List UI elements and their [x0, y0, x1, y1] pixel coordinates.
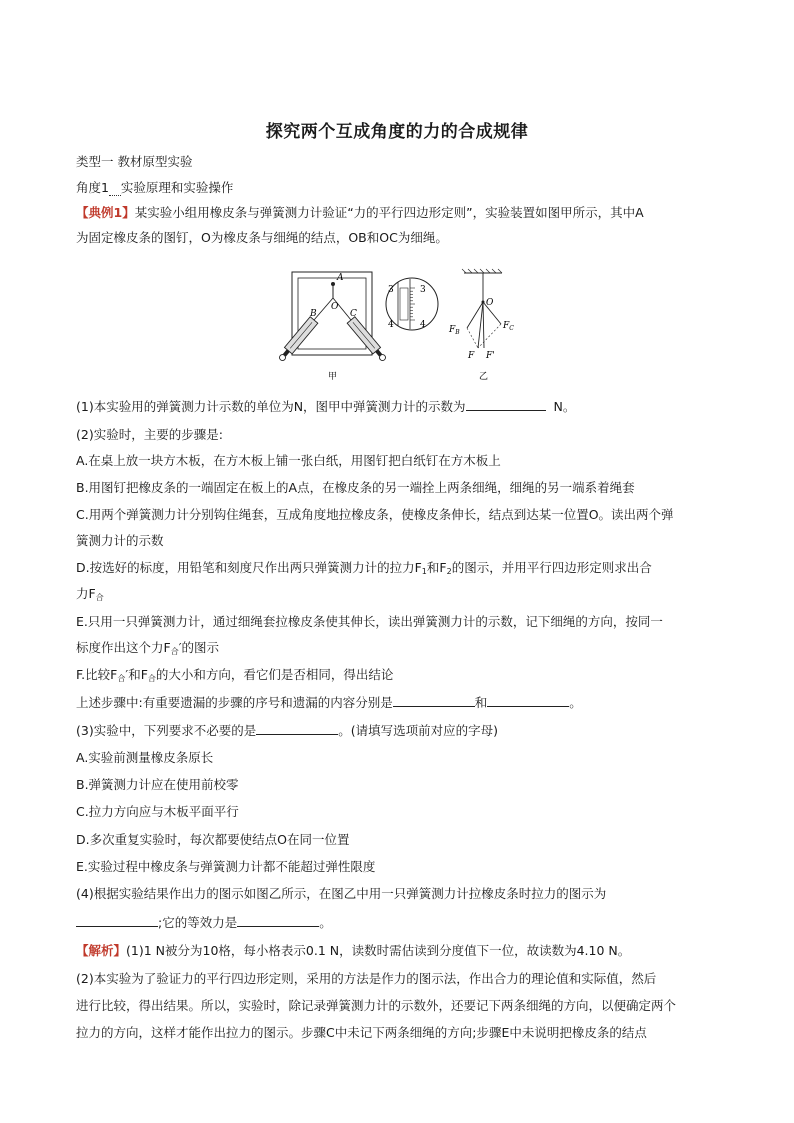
q3-option-B: B.弹簧测力计应在使用前校零	[76, 777, 239, 792]
force-F-prime	[483, 302, 484, 348]
q2-step-D-1: D.按选好的标度，用铅笔和刻度尺作出两只弹簧测力计的拉力$F_1$和$F_2$的图示，并用平行四边形定则求出合	[76, 560, 652, 576]
analysis-line-2: (2)本实验为了验证力的平行四边形定则，采用的方法是作力的图示法，作出合力的理论值和实际值，然后	[76, 971, 657, 986]
type-heading: 类型一 教材原型实验	[76, 154, 193, 169]
example-line-2: 为固定橡皮条的图钉，O为橡皮条与细绳的结点，OB和OC为细绳。	[76, 230, 448, 245]
label-O: O	[331, 302, 339, 312]
example-tag: 【典例1】	[76, 205, 135, 220]
q3-option-D: D.多次重复实验时，每次都要使结点O在同一位置	[76, 832, 350, 847]
q1-line: (1)本实验用的弹簧测力计示数的单位为N，图甲中弹簧测力计的示数为 N。	[76, 399, 576, 414]
q2-step-C-2: 簧测力计的示数	[76, 533, 164, 548]
label-F: F	[468, 351, 475, 361]
q2-blank-2[interactable]	[487, 694, 569, 707]
q1-answer-blank[interactable]	[466, 398, 546, 411]
q3-option-A: A.实验前测量橡皮条原长	[76, 750, 214, 765]
spring-scale-left	[277, 317, 318, 363]
label-F-prime: F'	[486, 351, 495, 361]
ceiling	[462, 269, 502, 273]
label-FB: $F_B$	[449, 325, 460, 336]
scale-ticks	[410, 288, 415, 320]
q4-blank-1[interactable]	[76, 914, 158, 927]
q2-step-A: A.在桌上放一块方木板，在方木板上铺一张白纸，用图钉把白纸钉在方木板上	[76, 453, 501, 468]
q4-blank-2[interactable]	[237, 914, 319, 927]
q2-step-E-1: E.只用一只弹簧测力计，通过细绳套拉橡皮条使其伸长，读出弹簧测力计的示数，记下细绳的方向，按同一	[76, 614, 663, 629]
q3-blank[interactable]	[256, 722, 338, 735]
scale-3-right: 3	[420, 285, 426, 295]
page-title: 探究两个互成角度的力的合成规律	[265, 122, 529, 142]
q2-step-D-2: 力$F_合$	[76, 586, 104, 602]
spring-scale-right	[347, 317, 388, 363]
q3-option-C: C.拉力方向应与木板平面平行	[76, 804, 239, 819]
label-A: A	[337, 273, 344, 283]
scale-3-left: 3	[388, 285, 394, 295]
experiment-figure	[270, 262, 530, 390]
q2-head: (2)实验时，主要的步骤是:	[76, 427, 223, 442]
caption-yi: 乙	[479, 372, 489, 382]
label-B: B	[310, 309, 317, 319]
analysis-line-3: 进行比较，得出结果。所以，实验时，除记录弹簧测力计的示数外，还要记下两条细绳的方向，以便确定两个	[76, 998, 677, 1013]
q2-blank-1[interactable]	[393, 694, 475, 707]
scale-4-right: 4	[420, 320, 426, 330]
example-line-1: 【典例1】某实验小组用橡皮条与弹簧测力计验证“力的平行四边形定则”，实验装置如图甲所示，其中A	[76, 205, 644, 220]
analysis-tag: 【解析】	[76, 943, 127, 958]
q3-head: (3)实验中，下列要求不必要的是 。(请填写选项前对应的字母)	[76, 723, 498, 738]
analysis-line-4: 拉力的方向，这样才能作出拉力的图示。步骤C中未记下两条细绳的方向;步骤E中未说明把橡皮条的结点	[76, 1025, 647, 1040]
scale-4-left: 4	[388, 320, 394, 330]
q4-line-1: (4)根据实验结果作出力的图示如图乙所示，在图乙中用一只弹簧测力计拉橡皮条时拉力的图示为	[76, 886, 607, 901]
angle-number: 角度1	[76, 180, 109, 195]
q2-step-B: B.用图钉把橡皮条的一端固定在板上的A点，在橡皮条的另一端拴上两条细绳，细绳的另一端系着绳套	[76, 480, 635, 495]
analysis-line-1: 【解析】(1)1 N被分为10格，每小格表示0.1 N，读数时需估读到分度值下一位，故读数为4.10 N。	[76, 943, 631, 958]
q2-step-C-1: C.用两个弹簧测力计分别钩住绳套，互成角度地拉橡皮条，使橡皮条伸长，结点到达某一位置O。读出两个弹	[76, 507, 674, 522]
q4-line-2: ;它的等效力是 。	[76, 914, 332, 931]
label-O-yi: O	[486, 298, 494, 308]
caption-jia: 甲	[328, 372, 338, 382]
q2-step-F: F.比较$F_合'$和$F_合$的大小和方向，看它们是否相同，得出结论	[76, 667, 394, 683]
angle-heading	[76, 180, 233, 196]
angle-text: 实验原理和实验操作	[120, 180, 234, 195]
label-C: C	[350, 309, 357, 319]
q2-tail: 上述步骤中:有重要遗漏的步骤的序号和遗漏的内容分别是 和 。	[76, 695, 582, 710]
label-FC: $F_C$	[503, 321, 514, 332]
q2-step-E-2: 标度作出这个力$F_合'$的图示	[76, 640, 220, 656]
q3-option-E: E.实验过程中橡皮条与弹簧测力计都不能超过弹性限度	[76, 859, 376, 874]
